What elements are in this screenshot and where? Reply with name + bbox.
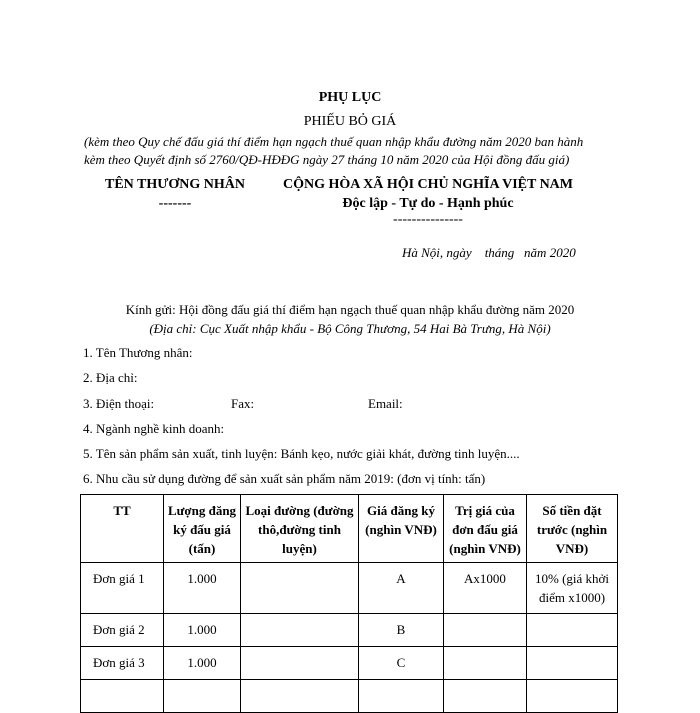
cell-price: C	[359, 647, 444, 680]
cell-price: B	[359, 614, 444, 647]
cell-deposit	[527, 647, 618, 680]
table-row	[81, 563, 618, 614]
cell-value	[444, 680, 527, 713]
cell-value	[444, 614, 527, 647]
cell-sugar-type	[241, 680, 359, 713]
form-name: PHIẾU BỎ GIÁ	[303, 114, 397, 129]
cell-sugar-type	[241, 563, 359, 614]
nation-heading: CỘNG HÒA XÃ HỘI CHỦ NGHĨA VIỆT NAM	[282, 177, 573, 192]
cell-value: Ax1000	[444, 563, 527, 614]
cell-tt: Đơn giá 1	[81, 563, 164, 614]
motto-dashes: ---------------	[393, 212, 463, 227]
cell-deposit: 10% (giá khởi điểm x1000)	[527, 563, 618, 614]
addressee-line-1: Kính gửi: Hội đồng đấu giá thí điểm hạn ngạch thuế quan nhập khẩu đường năm 2020	[125, 302, 575, 317]
table-header-row	[81, 495, 618, 563]
table-row	[81, 647, 618, 680]
subtitle-line-2: kèm theo Quyết định số 2760/QĐ-HĐĐG ngày 27 tháng 10 năm 2020 của Hội đồng đấu giá)	[84, 152, 570, 167]
cell-sugar-type	[241, 614, 359, 647]
cell-price	[359, 680, 444, 713]
subtitle-line-1: (kèm theo Quy chế đấu giá thí điểm hạn ngạch thuế quan nhập khẩu đường năm 2020 ban hành	[84, 134, 584, 149]
header-tt: TT	[81, 495, 164, 563]
field-demand: 6. Nhu cầu sử dụng đường để sản xuất sản phẩm năm 2019: (đơn vị tính: tấn)	[83, 471, 486, 486]
cell-quantity: 1.000	[164, 563, 241, 614]
cell-quantity: 1.000	[164, 647, 241, 680]
cell-tt: Đơn giá 3	[81, 647, 164, 680]
trader-name-heading: TÊN THƯƠNG NHÂN	[104, 177, 245, 192]
cell-deposit	[527, 680, 618, 713]
table-row	[81, 614, 618, 647]
field-trader: 1. Tên Thương nhân:	[83, 345, 193, 360]
bid-table	[80, 494, 618, 713]
table-row	[81, 680, 618, 713]
cell-quantity: 1.000	[164, 614, 241, 647]
motto: Độc lập - Tự do - Hạnh phúc	[342, 196, 514, 211]
cell-deposit	[527, 614, 618, 647]
header-sugar-type: Loại đường (đường thô,đường tinh luyện)	[241, 495, 359, 563]
addressee-line-2: (Địa chỉ: Cục Xuất nhập khẩu - Bộ Công Thương, 54 Hai Bà Trưng, Hà Nội)	[149, 321, 551, 336]
header-bid-value: Trị giá của đơn đấu giá (nghìn VNĐ)	[444, 495, 527, 563]
header-quantity: Lượng đăng ký đấu giá (tấn)	[164, 495, 241, 563]
cell-price: A	[359, 563, 444, 614]
field-phone: 3. Điện thoại:	[83, 396, 155, 411]
trader-dashes: -------	[158, 196, 192, 211]
cell-tt: Đơn giá 2	[81, 614, 164, 647]
header-registered-price: Giá đăng ký (nghìn VNĐ)	[359, 495, 444, 563]
cell-tt	[81, 680, 164, 713]
appendix-title: PHỤ LỤC	[318, 90, 382, 105]
header-deposit: Số tiền đặt trước (nghìn VNĐ)	[527, 495, 618, 563]
cell-quantity	[164, 680, 241, 713]
cell-sugar-type	[241, 647, 359, 680]
date-line: Hà Nội, ngày tháng năm 2020	[402, 245, 576, 260]
field-business: 4. Ngành nghề kinh doanh:	[83, 421, 225, 436]
field-address: 2. Địa chỉ:	[83, 370, 138, 385]
field-email: Email:	[368, 396, 403, 411]
field-fax: Fax:	[231, 396, 255, 411]
field-products: 5. Tên sản phẩm sản xuất, tinh luyện: Bánh kẹo, nước giải khát, đường tinh luyện....	[83, 446, 520, 461]
cell-value	[444, 647, 527, 680]
